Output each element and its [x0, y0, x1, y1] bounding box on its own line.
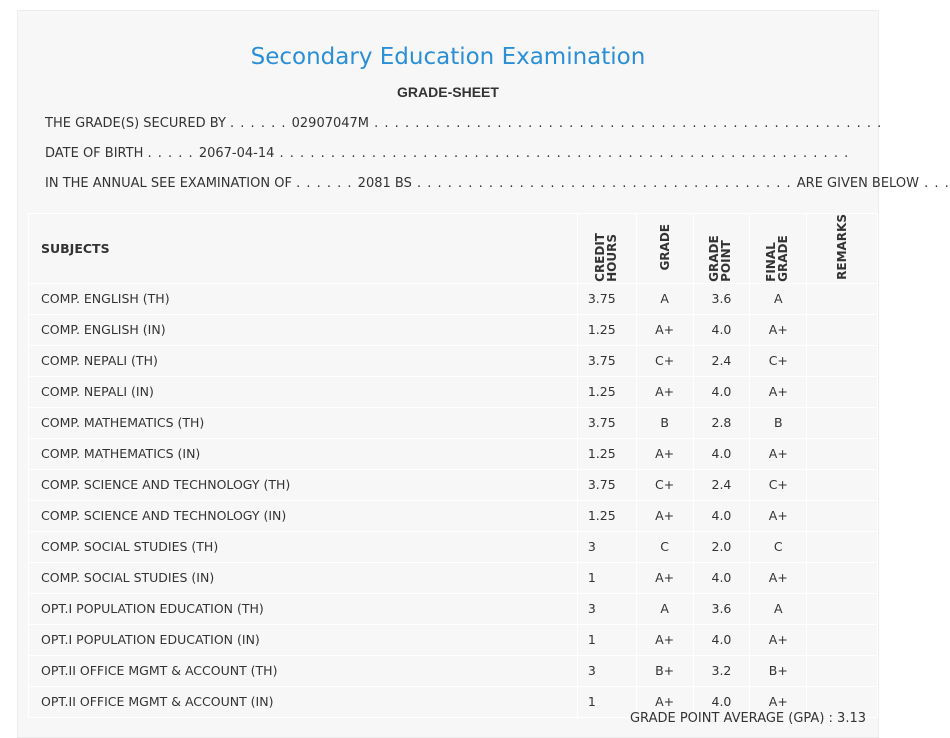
- credit-hours-cell: 1: [577, 624, 636, 655]
- credit-hours-cell: 1: [577, 562, 636, 593]
- remarks-cell: [807, 438, 878, 469]
- grade-point-cell: 4.0: [693, 562, 750, 593]
- dob-label: DATE OF BIRTH: [45, 146, 144, 161]
- dob-value: 2067-04-14: [198, 146, 275, 161]
- table-row: [29, 376, 878, 407]
- gpa-value: 3.13: [837, 711, 866, 726]
- header-final-grade: FINAL GRADE: [750, 214, 807, 284]
- final-grade-cell: A: [750, 593, 807, 624]
- remarks-cell: [807, 655, 878, 686]
- grade-sheet-card: [17, 10, 950, 738]
- subject-cell: COMP. SCIENCE AND TECHNOLOGY (TH): [29, 469, 578, 500]
- final-grade-cell: A: [750, 283, 807, 314]
- final-grade-cell: A+: [750, 624, 807, 655]
- final-grade-cell: C+: [750, 469, 807, 500]
- subject-cell: COMP. SCIENCE AND TECHNOLOGY (IN): [29, 500, 578, 531]
- subject-cell: OPT.I POPULATION EDUCATION (IN): [29, 624, 578, 655]
- table-row: [29, 469, 878, 500]
- grades-table: [28, 213, 878, 718]
- grade-cell: A+: [636, 624, 693, 655]
- table-row: [29, 500, 878, 531]
- header-grade: GRADE: [636, 214, 693, 284]
- credit-hours-cell: 3.75: [577, 345, 636, 376]
- remarks-cell: [807, 624, 878, 655]
- table-row: [29, 531, 878, 562]
- grade-point-cell: 4.0: [693, 376, 750, 407]
- grade-point-cell: 3.2: [693, 655, 750, 686]
- grade-point-cell: 2.4: [693, 469, 750, 500]
- remarks-cell: [807, 531, 878, 562]
- table-row: [29, 345, 878, 376]
- grade-point-cell: 2.8: [693, 407, 750, 438]
- grade-point-cell: 3.6: [693, 593, 750, 624]
- credit-hours-cell: 3: [577, 655, 636, 686]
- header-subjects: SUBJECTS: [29, 214, 578, 284]
- subject-cell: COMP. NEPALI (IN): [29, 376, 578, 407]
- grade-cell: A+: [636, 686, 693, 717]
- final-grade-cell: A+: [750, 314, 807, 345]
- remarks-cell: [807, 283, 878, 314]
- grade-point-cell: 3.6: [693, 283, 750, 314]
- remarks-cell: [807, 593, 878, 624]
- gpa-summary: [630, 711, 866, 726]
- table-row: [29, 624, 878, 655]
- credit-hours-cell: 1.25: [577, 376, 636, 407]
- grade-point-cell: 4.0: [693, 438, 750, 469]
- final-grade-cell: A+: [750, 562, 807, 593]
- grade-cell: B: [636, 407, 693, 438]
- table-header-row: [29, 214, 878, 284]
- grade-cell: C+: [636, 469, 693, 500]
- exam-year: 2081 BS: [357, 176, 412, 191]
- page-title: Secondary Education Examination: [250, 44, 646, 70]
- grade-cell: A: [636, 283, 693, 314]
- table-row: [29, 593, 878, 624]
- final-grade-cell: A+: [750, 500, 807, 531]
- exam-line: IN THE ANNUAL SEE EXAMINATION OF . . . . . . 2081 BS . . . . . . . . . . . . . . . . . . . . . . . . . . . . . . . . . . . . . ARE GIVEN BELOW . . .: [45, 176, 950, 191]
- header-credit-hours: CREDIT HOURS: [577, 214, 636, 284]
- exam-label: IN THE ANNUAL SEE EXAMINATION OF: [45, 176, 292, 191]
- credit-hours-cell: 3.75: [577, 407, 636, 438]
- remarks-cell: [807, 376, 878, 407]
- header-remarks: REMARKS: [807, 214, 878, 284]
- grade-point-cell: 4.0: [693, 314, 750, 345]
- grade-cell: A+: [636, 438, 693, 469]
- final-grade-cell: A+: [750, 376, 807, 407]
- grade-cell: A: [636, 593, 693, 624]
- table-row: [29, 314, 878, 345]
- credit-hours-cell: 3.75: [577, 283, 636, 314]
- grade-point-cell: 4.0: [693, 500, 750, 531]
- grade-cell: A+: [636, 500, 693, 531]
- subject-cell: COMP. SOCIAL STUDIES (IN): [29, 562, 578, 593]
- table-row: [29, 655, 878, 686]
- grade-point-cell: 2.0: [693, 531, 750, 562]
- remarks-cell: [807, 469, 878, 500]
- grade-cell: B+: [636, 655, 693, 686]
- credit-hours-cell: 3: [577, 593, 636, 624]
- remarks-cell: [807, 345, 878, 376]
- grade-point-cell: 2.4: [693, 345, 750, 376]
- subject-cell: COMP. MATHEMATICS (TH): [29, 407, 578, 438]
- subject-cell: OPT.II OFFICE MGMT & ACCOUNT (IN): [29, 686, 578, 717]
- credit-hours-cell: 1.25: [577, 500, 636, 531]
- grade-cell: A+: [636, 314, 693, 345]
- remarks-cell: [807, 500, 878, 531]
- table-row: [29, 562, 878, 593]
- grade-sheet-heading: GRADE-SHEET: [397, 84, 499, 100]
- secured-by-line: THE GRADE(S) SECURED BY . . . . . . 02907047M . . . . . . . . . . . . . . . . . . . . . . . . . . . . . . . . . . . . . . . . . . . . . . . . . .: [45, 116, 883, 131]
- subject-cell: COMP. ENGLISH (IN): [29, 314, 578, 345]
- symbol-number: 02907047M: [291, 116, 370, 131]
- credit-hours-cell: 1.25: [577, 314, 636, 345]
- final-grade-cell: A+: [750, 686, 807, 717]
- subject-cell: OPT.II OFFICE MGMT & ACCOUNT (TH): [29, 655, 578, 686]
- grade-cell: A+: [636, 562, 693, 593]
- remarks-cell: [807, 314, 878, 345]
- subject-cell: COMP. SOCIAL STUDIES (TH): [29, 531, 578, 562]
- grade-cell: A+: [636, 376, 693, 407]
- grade-cell: C+: [636, 345, 693, 376]
- final-grade-cell: B: [750, 407, 807, 438]
- grade-point-cell: 4.0: [693, 624, 750, 655]
- credit-hours-cell: 3: [577, 531, 636, 562]
- subject-cell: COMP. ENGLISH (TH): [29, 283, 578, 314]
- table-row: [29, 407, 878, 438]
- credit-hours-cell: 1: [577, 686, 636, 717]
- remarks-cell: [807, 407, 878, 438]
- header-grade-point: GRADE POINT: [693, 214, 750, 284]
- secured-by-label: THE GRADE(S) SECURED BY: [45, 116, 226, 131]
- final-grade-cell: A+: [750, 438, 807, 469]
- subject-cell: COMP. MATHEMATICS (IN): [29, 438, 578, 469]
- table-row: [29, 283, 878, 314]
- given-below-label: ARE GIVEN BELOW: [796, 176, 919, 191]
- grade-cell: C: [636, 531, 693, 562]
- grade-point-cell: 4.0: [693, 686, 750, 717]
- final-grade-cell: B+: [750, 655, 807, 686]
- credit-hours-cell: 3.75: [577, 469, 636, 500]
- subject-cell: COMP. NEPALI (TH): [29, 345, 578, 376]
- dob-line: DATE OF BIRTH . . . . . 2067-04-14 . . . . . . . . . . . . . . . . . . . . . . . . . . . . . . . . . . . . . . . . . . . . . . . . . . . . . . . .: [45, 146, 850, 161]
- table-row: [29, 438, 878, 469]
- gpa-label: GRADE POINT AVERAGE (GPA) :: [629, 711, 833, 726]
- final-grade-cell: C+: [750, 345, 807, 376]
- remarks-cell: [807, 562, 878, 593]
- final-grade-cell: C: [750, 531, 807, 562]
- credit-hours-cell: 1.25: [577, 438, 636, 469]
- subject-cell: OPT.I POPULATION EDUCATION (TH): [29, 593, 578, 624]
